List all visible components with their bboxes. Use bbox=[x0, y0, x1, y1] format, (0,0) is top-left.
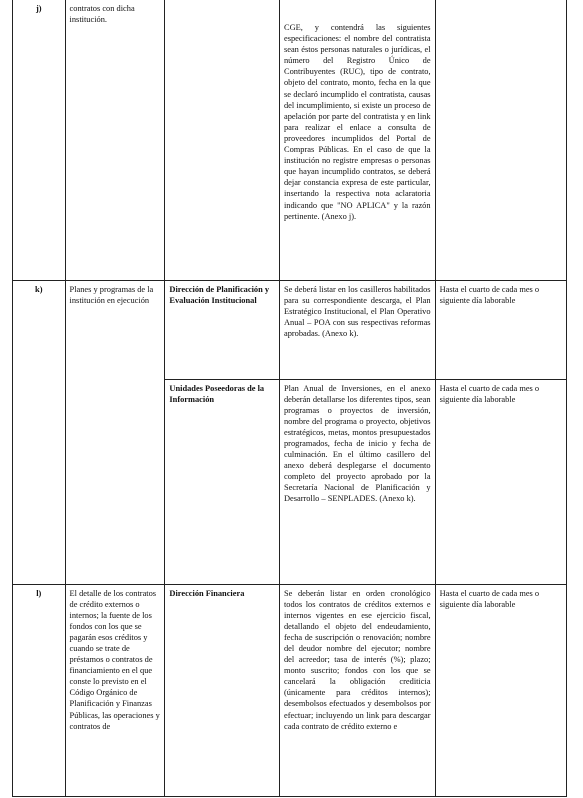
row-deadline: Hasta el cuarto de cada mes o siguiente día laborable bbox=[435, 584, 566, 796]
row-content: Se deberá listar en los casilleros habilitados para su correspondiente descarga, el Plan Estratégico Institucional, el Plan Operativo Anual – POA con sus respectivas reformas aprobadas. (Anexo k). bbox=[279, 280, 435, 379]
transparency-requirements-table bbox=[12, 0, 567, 797]
row-description: El detalle de los contratos de crédito externos o internos; la fuente de los fondos con los que se pagarán esos créditos y cuando se trate de préstamos o contratos de financiamiento en el que conste lo previsto en el Código Orgánico de Planificación y Finanzas Públicas, las operaciones y contratos de bbox=[65, 584, 165, 796]
row-letter: l) bbox=[13, 584, 66, 796]
row-responsible-unit: Dirección Financiera bbox=[165, 584, 280, 796]
table-row bbox=[13, 0, 567, 280]
table-row bbox=[13, 584, 567, 796]
row-responsible-unit bbox=[165, 0, 280, 280]
row-deadline: Hasta el cuarto de cada mes o siguiente día laborable bbox=[435, 280, 566, 379]
row-content: Plan Anual de Inversiones, en el anexo deberán detallarse los diferentes tipos, sean programas o proyectos de inversión, nombre del programa o proyecto, objetivos estratégicos, metas, montos presupuestados programados, fecha de inicio y fecha de culminación. En el último casillero del anexo deberá desplegarse el documento completo del proyecto aprobado por la Secretaría Nacional de Planificación y Desarrollo – SENPLADES. (Anexo k). bbox=[279, 379, 435, 584]
row-responsible-unit: Unidades Poseedoras de la Información bbox=[165, 379, 280, 584]
row-description: Planes y programas de la institución en ejecución bbox=[65, 280, 165, 584]
row-description: contratos con dicha institución. bbox=[65, 0, 165, 280]
row-letter: k) bbox=[13, 280, 66, 584]
row-letter: j) bbox=[13, 0, 66, 280]
row-responsible-unit: Dirección de Planificación y Evaluación Institucional bbox=[165, 280, 280, 379]
row-deadline bbox=[435, 0, 566, 280]
row-content: Se deberán listar en orden cronológico todos los contratos de créditos externos e internos vigentes en ese ejercicio fiscal, detallando el objeto del endeudamiento, fecha de suscripción o renovación; nombre del deudor nombre del ejecutor; nombre del acreedor; tasa de interés (%); plazo; monto suscrito; fondos con los que se cancelará la obligación crediticia (únicamente para créditos internos); desembolsos efectuados y desembolsos por efectuar; incluyendo un link para descargar cada contrato de crédito externo e bbox=[279, 584, 435, 796]
row-deadline: Hasta el cuarto de cada mes o siguiente día laborable bbox=[435, 379, 566, 584]
table-row bbox=[13, 280, 567, 379]
row-content: CGE, y contendrá las siguientes especificaciones: el nombre del contratista sean éstos personas naturales o jurídicas, el número del Registro Único de Contribuyentes (RUC), tipo de contrato, objeto del contrato, monto, fecha en la que se declaró incumplido el contratista, causas del incumplimiento, si existe un proceso de apelación por parte del contratista y en link para realizar el enlace a consulta de proveedores incumplidos del Portal de Compras Públicas. En el caso de que la institución no registre empresas o personas que hayan incumplido contratos, se deberá dejar constancia expresa de este particular, insertando la respectiva nota aclaratoria indicando que "NO APLICA" y la razón pertinente. (Anexo j). bbox=[279, 0, 435, 280]
